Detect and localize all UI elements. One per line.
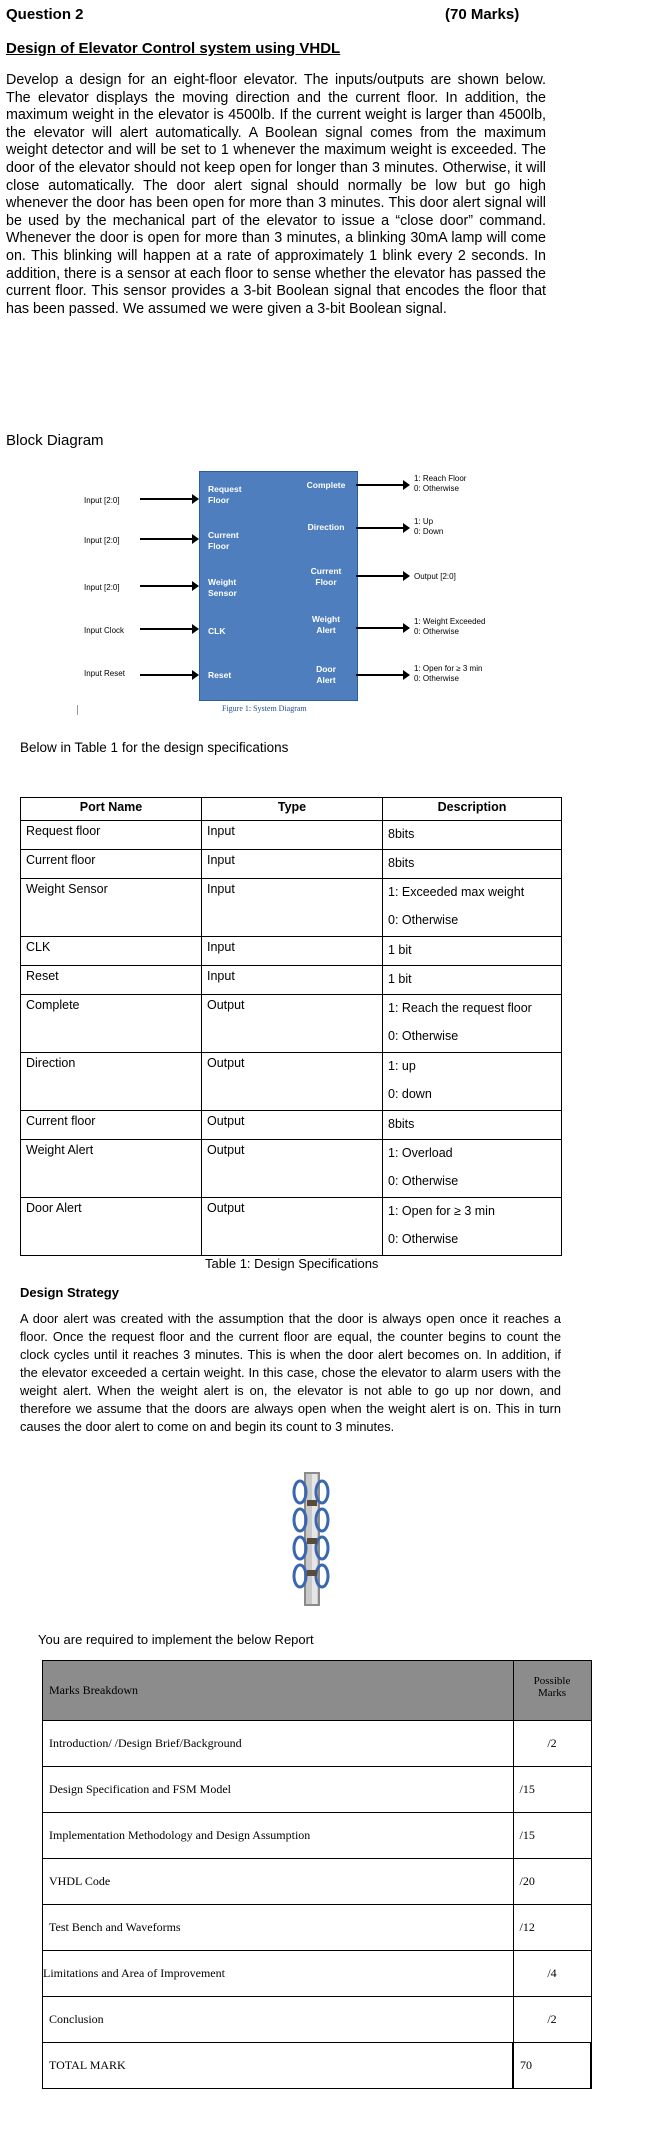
port-weight-alert: Weight Alert [311,614,341,635]
port-name: Current floor [21,850,202,879]
port-name: Reset [21,966,202,995]
description-line: 1: Open for ≥ 3 min [388,1204,495,1218]
port-request-floor: Request Floor [208,484,242,505]
input-label-reset: Input Reset [84,669,125,678]
table-row [21,821,562,850]
output-label-weight: 1: Weight Exceeded 0: Otherwise [414,617,486,636]
report-total-marks: 70 [513,2043,591,2089]
table-row [21,966,562,995]
port-clk: CLK [208,626,226,636]
port-description [383,879,562,937]
report-item-marks: /15 [513,1813,591,1859]
block-diagram-title: Block Diagram [6,432,104,449]
report-item: Implementation Methodology and Design Assumption [43,1813,514,1859]
port-name: Weight Alert [21,1140,202,1198]
table-row [21,995,562,1053]
report-item: Introduction/ /Design Brief/Background [43,1721,514,1767]
port-description [383,937,562,966]
text-cursor-mark [77,705,78,715]
port-name: CLK [21,937,202,966]
description-line: 0: Otherwise [388,1174,459,1188]
spec-table [20,797,562,1256]
output-arrow [356,484,404,486]
table-row [21,850,562,879]
port-description [383,821,562,850]
input-label-request: Input [2:0] [84,496,120,505]
port-type: Input [202,821,383,850]
report-item: VHDL Code [43,1859,514,1905]
output-label-complete: 1: Reach Floor 0: Otherwise [414,474,467,493]
port-reset: Reset [208,670,232,680]
description-line: 0: down [388,1087,432,1101]
report-item: Design Specification and FSM Model [43,1767,514,1813]
marks-breakdown-table [42,1660,592,2089]
report-item-marks: /2 [513,1997,591,2043]
description-line: 1 bit [388,943,412,957]
report-item-marks: /12 [513,1905,591,1951]
description-line: 0: Otherwise [388,1232,459,1246]
port-type: Output [202,1053,383,1111]
output-label-direction: 1: Up 0: Down [414,517,444,536]
description-line: 8bits [388,1117,415,1131]
port-description [383,1140,562,1198]
description-line: 1: Reach the request floor [388,1001,532,1015]
table-row [43,1721,592,1767]
table-row [21,937,562,966]
header-description: Description [383,798,562,821]
output-arrow [356,527,404,529]
question-marks: (70 Marks) [445,6,520,23]
report-item: Limitations and Area of Improvement [43,1951,514,1997]
table-row [21,1140,562,1198]
input-arrow [140,498,193,500]
port-type: Output [202,1198,383,1256]
table-row [43,1859,592,1905]
table-row [21,879,562,937]
port-type: Output [202,1140,383,1198]
header-type: Type [202,798,383,821]
port-direction: Direction [307,522,345,532]
port-description [383,1053,562,1111]
figure-caption: Figure 1: System Diagram [222,704,307,713]
description-line: 1: up [388,1059,416,1073]
table-row [43,1951,592,1997]
table-row [21,1198,562,1256]
output-label-door: 1: Open for ≥ 3 min 0: Otherwise [414,664,483,683]
table-row [43,2043,592,2089]
port-name: Door Alert [21,1198,202,1256]
page-title: Design of Elevator Control system using VHDL [6,40,341,57]
port-current-floor-out: Current Floor [310,566,342,587]
port-description [383,995,562,1053]
port-type: Output [202,995,383,1053]
output-label-floor: Output [2:0] [414,572,456,581]
report-item-marks: /15 [513,1767,591,1813]
port-description [383,850,562,879]
table-row [43,1767,592,1813]
input-arrow [140,538,193,540]
elevator-tower-image [290,1470,332,1610]
table-caption: Table 1: Design Specifications [205,1256,379,1271]
input-label-clock: Input Clock [84,626,125,635]
description-line: 0: Otherwise [388,1029,459,1043]
output-arrow [356,627,404,629]
input-arrow [140,628,193,630]
report-item-marks: /20 [513,1859,591,1905]
description-line: 0: Otherwise [388,913,459,927]
port-description [383,966,562,995]
table-intro-text: Below in Table 1 for the design specifications [20,740,289,755]
header-port-name: Port Name [21,798,202,821]
table-row [21,1111,562,1140]
marks-table-header [43,1661,592,1721]
table-row [43,1997,592,2043]
port-description [383,1111,562,1140]
table-row [21,1053,562,1111]
report-item-marks: /2 [513,1721,591,1767]
port-name: Request floor [21,821,202,850]
port-type: Output [202,1111,383,1140]
report-item-marks: /4 [513,1951,591,1997]
input-arrow [140,585,193,587]
port-name: Current floor [21,1111,202,1140]
input-label-current: Input [2:0] [84,536,120,545]
spec-table-header [21,798,562,821]
port-type: Input [202,850,383,879]
port-type: Input [202,879,383,937]
port-name: Complete [21,995,202,1053]
header-possible-marks: Possible Marks [513,1661,591,1721]
description-line: 1: Overload [388,1146,453,1160]
description-line: 8bits [388,856,415,870]
description-line: 8bits [388,827,415,841]
table-row [43,1905,592,1951]
port-current-floor: Current Floor [208,530,239,551]
report-total-label: TOTAL MARK [43,2043,514,2089]
port-type: Input [202,966,383,995]
port-type: Input [202,937,383,966]
description-line: 1: Exceeded max weight [388,885,525,899]
port-name: Weight Sensor [21,879,202,937]
report-item: Conclusion [43,1997,514,2043]
header-marks-breakdown: Marks Breakdown [43,1661,514,1721]
report-item: Test Bench and Waveforms [43,1905,514,1951]
port-weight-sensor: Weight Sensor [208,577,237,598]
report-instruction: You are required to implement the below Report [38,1632,314,1647]
port-door-alert: Door Alert [316,664,336,685]
design-strategy-title: Design Strategy [20,1285,119,1300]
description-line: 1 bit [388,972,412,986]
port-description [383,1198,562,1256]
output-arrow [356,674,404,676]
port-complete: Complete [306,480,346,490]
port-name: Direction [21,1053,202,1111]
table-row [43,1813,592,1859]
question-number: Question 2 [6,6,84,23]
output-arrow [356,575,404,577]
design-strategy-text: A door alert was created with the assumption that the door is always open once it reaches a floor. Once the request floor and the current floor are equal, the counter begins to count the clock cycles until it reaches 3 minutes. This is when the door alert becomes on. In addition, if the elevator exceeded a certain weight. In this case, chose the elevator to alarm users with the weight alert. When the weight alert is on, the elevator is not able to go up nor down, and therefore we assume that the doors are always open when the weight alert is on. This in turn causes the door alert to come on and begin its count to 3 minutes. [20,1311,561,1434]
input-label-weight: Input [2:0] [84,583,120,592]
input-arrow [140,674,193,676]
intro-paragraph: Develop a design for an eight-floor elevator. The inputs/outputs are shown below. The elevator displays the moving direction and the current floor. In addition, the maximum weight in the elevator is 4500lb. If the current weight is larger than 4500lb, the elevator will alert automatically. A Boolean signal comes from the maximum weight detector and will be set to 1 whenever the maximum weight is exceeded. The door of the elevator should not keep open for longer than 3 minutes. Otherwise, it will close automatically. The door alert signal should normally be low but go high whenever the door has been open for more than 3 minutes. This door alert signal will be used by the mechanical part of the elevator to issue a “close door” command. Whenever the door is open for more than 3 minutes, a blinking 30mA lamp will come on. This blinking will happen at a rate of approximately 1 blink every 2 seconds. In addition, there is a sensor at each floor to sense whether the elevator has passed the current floor. This sensor provides a 3-bit Boolean signal that encodes the floor that has been passed. We assumed we were given a 3-bit Boolean signal. [6,72,546,317]
